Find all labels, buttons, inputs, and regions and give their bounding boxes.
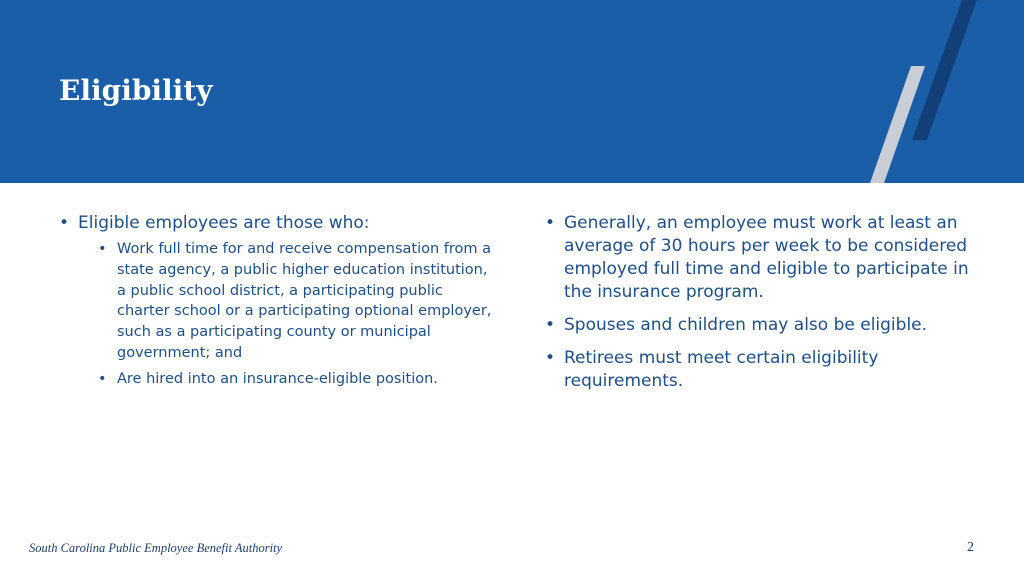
bullet-marker: • [545, 348, 556, 368]
slide-title: Eligibility [59, 74, 213, 107]
bullet-eligible-employees [59, 212, 499, 235]
bullet-retirees [545, 347, 985, 393]
sub-bullet-hired [98, 369, 499, 390]
page-number: 2 [967, 540, 974, 555]
bullet-marker: • [59, 213, 70, 233]
sub-bullet-text: Work full time for and receive compensation from a state agency, a public higher education institution, a public school district, a participating public charter school or a participating optional employer, such as a participating county or municipal government; and [117, 241, 492, 361]
bullet-marker: • [98, 370, 107, 387]
right-column [545, 212, 985, 403]
bullet-text: Retirees must meet certain eligibility requirements. [564, 348, 879, 391]
bullet-text: Spouses and children may also be eligible. [564, 315, 928, 335]
bullet-spouses [545, 314, 985, 337]
stripe-gray [870, 66, 925, 183]
bullet-marker: • [545, 315, 556, 335]
bullet-text: Generally, an employee must work at least an average of 30 hours per week to be considered employed full time and eligible to participate in the insurance program. [564, 213, 969, 302]
sub-bullet-text: Are hired into an insurance-eligible position. [117, 370, 438, 387]
sub-bullet-full-time [98, 239, 499, 364]
bullet-marker: • [98, 241, 107, 257]
sub-bullet-list [98, 239, 499, 390]
bullet-text: Eligible employees are those who: [78, 213, 370, 233]
footer-organization: South Carolina Public Employee Benefit Authority [29, 541, 283, 555]
bullet-hours [545, 212, 985, 304]
bullet-marker: • [545, 213, 556, 233]
left-column [59, 212, 499, 395]
